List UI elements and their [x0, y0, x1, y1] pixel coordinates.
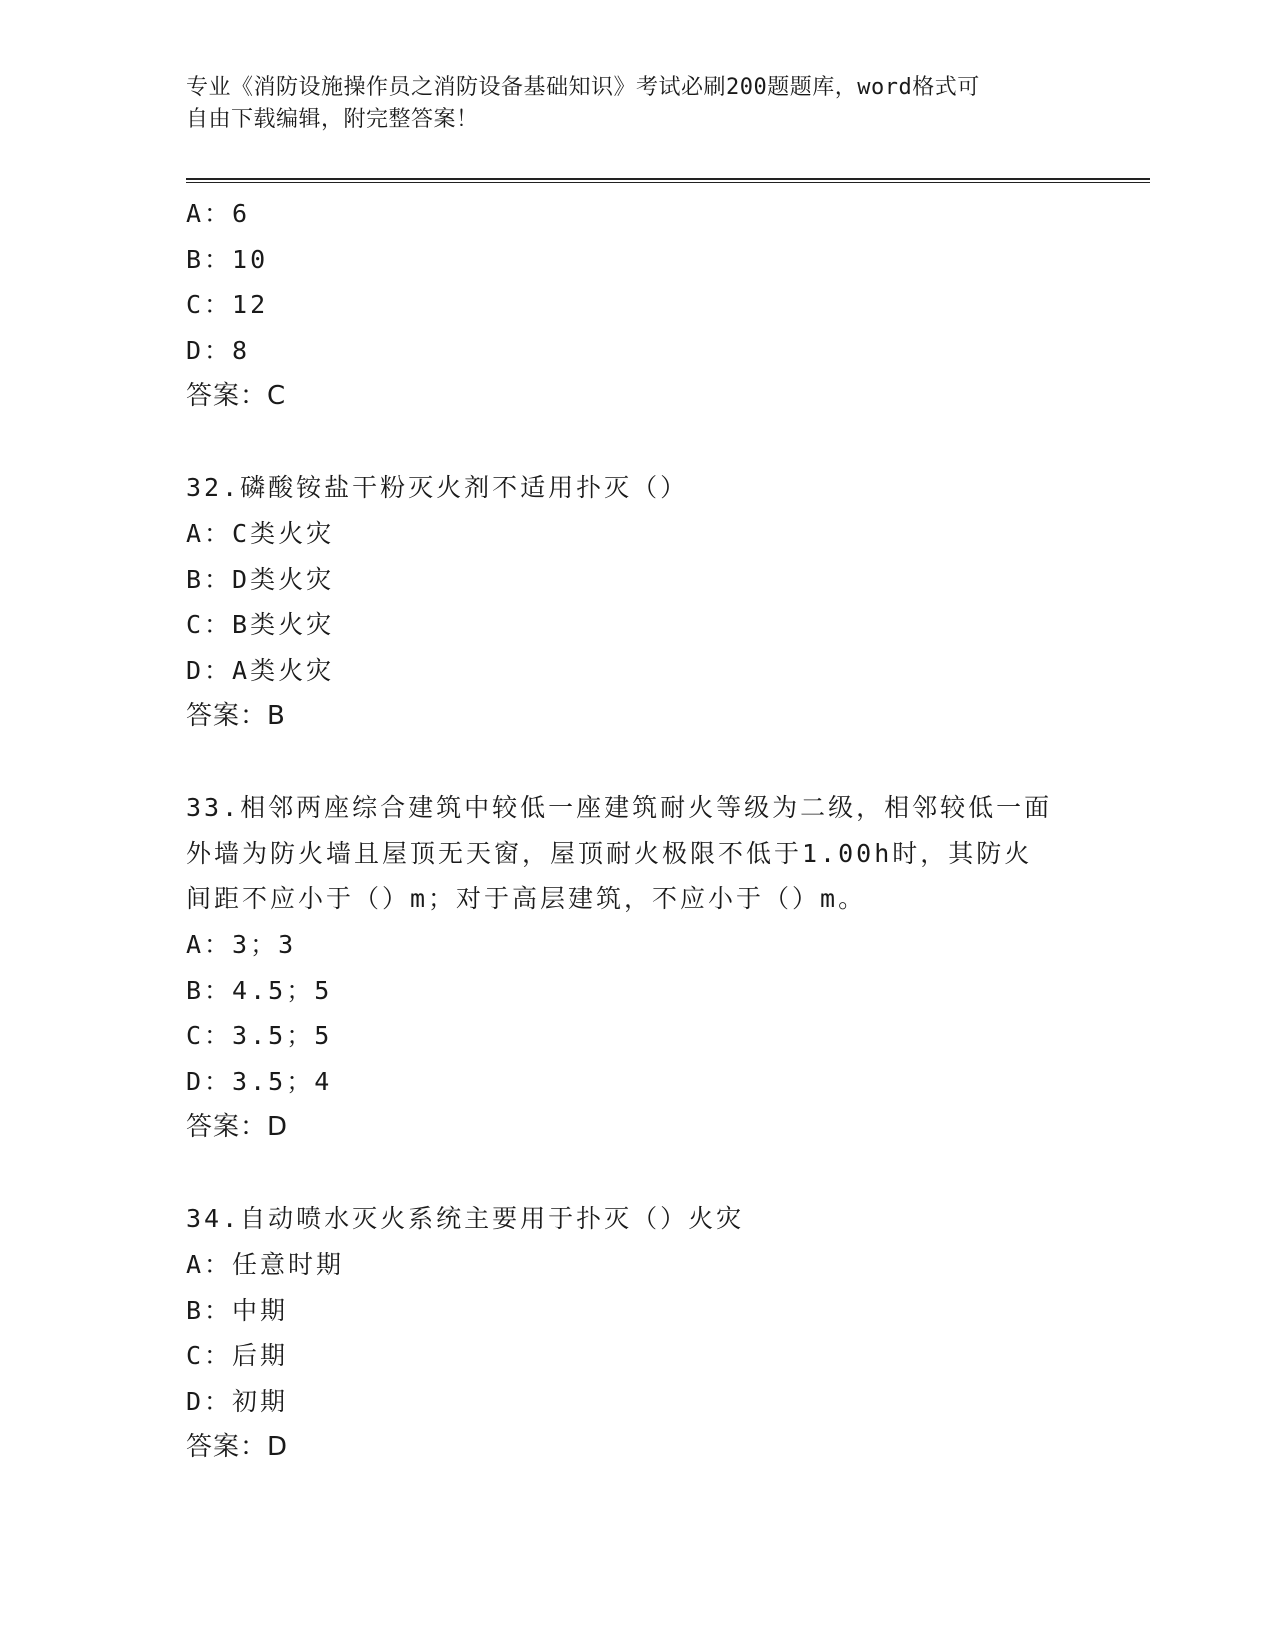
question-list: [186, 191, 1086, 1470]
option-c: C：12: [186, 290, 269, 320]
answer-line: 答案：D: [186, 1431, 289, 1462]
question-text-line-1: 33.相邻两座综合建筑中较低一座建筑耐火等级为二级，相邻较低一面: [186, 792, 1053, 822]
option-c: C：3.5；5: [186, 1021, 333, 1051]
document-header: [186, 72, 1066, 136]
question-text: 32.磷酸铵盐干粉灭火剂不适用扑灭（）: [186, 473, 689, 503]
option-d: D：8: [186, 336, 251, 366]
question-block-32: [186, 465, 1086, 739]
option-a: A：C类火灾: [186, 518, 335, 548]
option-b: B：4.5；5: [186, 975, 333, 1005]
option-c: C：后期: [186, 1341, 289, 1371]
question-text-line-3: 间距不应小于（）m；对于高层建筑，不应小于（）m。: [186, 884, 867, 914]
question-block-33: [186, 785, 1086, 1151]
option-a: A：3；3: [186, 930, 297, 959]
option-b: B：D类火灾: [186, 564, 335, 594]
answer-line: 答案：C: [186, 380, 287, 411]
option-a: A：6: [186, 199, 251, 228]
question-text-line-2: 外墙为防火墙且屋顶无天窗，屋顶耐火极限不低于1.00h时，其防火: [186, 838, 1033, 868]
option-d: D：初期: [186, 1386, 289, 1416]
option-c: C：B类火灾: [186, 610, 335, 640]
answer-line: 答案：B: [186, 700, 286, 731]
header-divider-thick: [186, 178, 1150, 180]
header-line-2: 自由下载编辑，附完整答案！: [186, 107, 479, 132]
spacer: [186, 739, 1086, 785]
question-text: 34.自动喷水灭火系统主要用于扑灭（）火灾: [186, 1204, 745, 1234]
spacer: [186, 1150, 1086, 1196]
option-b: B：中期: [186, 1295, 289, 1325]
option-b: B：10: [186, 244, 269, 274]
spacer: [186, 419, 1086, 465]
option-d: D：A类火灾: [186, 655, 335, 685]
header-divider-thin: [186, 182, 1150, 183]
option-a: A：任意时期: [186, 1249, 345, 1279]
question-block-prev: [186, 191, 1086, 419]
option-d: D：3.5；4: [186, 1067, 333, 1097]
header-line-1: 专业《消防设施操作员之消防设备基础知识》考试必刷200题题库，word格式可: [186, 75, 980, 100]
answer-line: 答案：D: [186, 1111, 289, 1142]
question-block-34: [186, 1196, 1086, 1470]
